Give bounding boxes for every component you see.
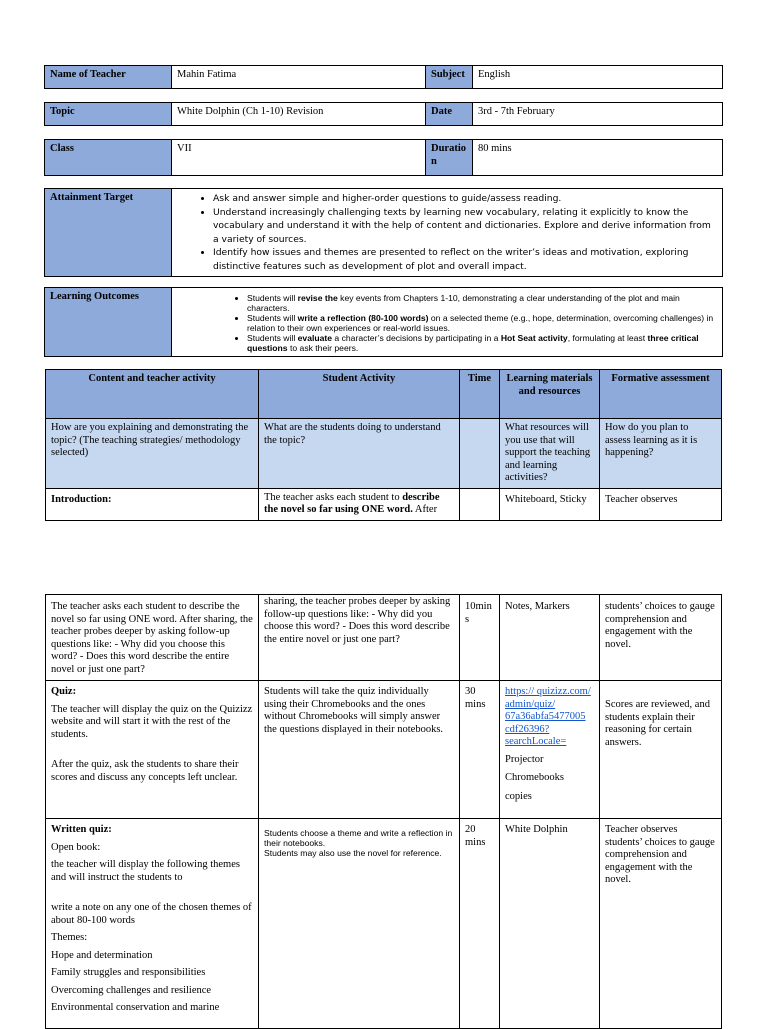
written-assessment: Teacher observes students’ choices to gauge comprehension and engagement with the novel.	[600, 819, 722, 1029]
outcome-item: • Students will write a reflection (80-100 words) on a selected theme (e.g., hope, determination, overcoming challenges) in relation to their own experiences or real-world issues.	[247, 313, 717, 333]
duration-value: 80 mins	[473, 140, 723, 176]
date-value: 3rd - 7th February	[473, 103, 723, 126]
subject-label: Subject	[426, 66, 473, 89]
written-text: write a note on any one of the chosen themes of about 80-100 words	[51, 902, 252, 926]
outcome-item: • Students will revise the key events from Chapters 1-10, demonstrating a clear understanding of the plot and main characters.	[247, 293, 717, 313]
quiz-label: Quiz:	[51, 686, 77, 697]
header-assessment: Formative assessment	[600, 370, 722, 419]
written-materials: White Dolphin	[500, 819, 600, 1029]
intro-label: Introduction:	[46, 488, 259, 520]
teacher-label: Name of Teacher	[45, 66, 172, 89]
theme-item: Overcoming challenges and resilience	[51, 984, 212, 996]
topic-row	[44, 102, 723, 126]
outcomes-label: Learning Outcomes	[45, 288, 172, 357]
quiz-link[interactable]: https:// quizizz.com/ admin/quiz/ 67a36abfa5477005 cdf26396? searchLocale=	[505, 686, 591, 747]
subject-value: English	[473, 66, 723, 89]
attainment-item: • Ask and answer simple and higher-order questions to guide/assess reading.	[213, 192, 717, 206]
material-item: Projector	[505, 753, 544, 765]
written-text: Open book:	[51, 841, 101, 853]
theme-item: Hope and determination	[51, 949, 153, 961]
guide-time	[460, 419, 500, 489]
quiz-student: Students will take the quiz individually using their Chromebooks and the ones without Chromebooks will simply answer the questions displayed in their notebooks.	[259, 681, 460, 819]
outcomes-table	[44, 287, 723, 357]
guide-student: What are the students doing to understand the topic?	[259, 419, 460, 489]
material-item: Chromebooks	[505, 772, 564, 783]
written-quiz-row	[46, 819, 722, 1029]
date-label: Date	[426, 103, 473, 126]
quiz-text: After the quiz, ask the students to share their scores and discuss any concepts left unclear.	[51, 759, 239, 783]
intro-time	[460, 488, 500, 520]
guide-materials: What resources will you use that will support the teaching and learning activities?	[500, 419, 600, 489]
intro-assessment: Teacher observes	[600, 488, 722, 520]
attainment-item: • Identify how issues and themes are presented to reflect on the writer’s ideas and motivation, exploring distinctive features such as development of plot and overall impact.	[213, 246, 717, 273]
attainment-table	[44, 188, 723, 277]
duration-label: Duratio n	[426, 140, 473, 176]
written-student-text: Students may also use the novel for reference.	[264, 848, 442, 858]
quiz-materials	[500, 681, 600, 819]
written-content	[46, 819, 259, 1029]
guide-assessment: How do you plan to assess learning as it is happening?	[600, 419, 722, 489]
plan-guide-row	[46, 419, 722, 489]
intro-assessment-continued: students’ choices to gauge comprehension and engagement with the novel.	[600, 595, 722, 681]
topic-value: White Dolphin (Ch 1-10) Revision	[172, 103, 426, 126]
guide-content: How are you explaining and demonstrating the topic? (The teaching strategies/ methodology selected)	[46, 419, 259, 489]
attainment-label: Attainment Target	[45, 189, 172, 277]
attainment-item: • Understand increasingly challenging texts by learning new vocabulary, relating it explicitly to know the vocabulary and understand it with the help of content and dictionaries. Explore and derive information from a variety of sources.	[213, 206, 717, 247]
quiz-row	[46, 681, 722, 819]
header-student: Student Activity	[259, 370, 460, 419]
theme-item: Family struggles and responsibilities	[51, 967, 206, 978]
intro-materials-continued: Notes, Markers	[500, 595, 600, 681]
written-student	[259, 819, 460, 1029]
written-label: Written quiz:	[51, 824, 112, 835]
attainment-list	[172, 189, 723, 277]
plan-header-row	[46, 370, 722, 419]
written-text: the teacher will display the following themes and will instruct the students to	[51, 859, 240, 883]
quiz-content	[46, 681, 259, 819]
material-item: copies	[505, 790, 532, 802]
written-student-text: Students choose a theme and write a reflection in their notebooks.	[264, 828, 453, 848]
intro-student-continued: sharing, the teacher probes deeper by asking follow-up questions like: - Why did you choose this word? - Does this word describe the entire novel or just one part?	[259, 595, 460, 681]
written-text: Themes:	[51, 932, 88, 943]
header-materials: Learning materials and resources	[500, 370, 600, 419]
teacher-row	[44, 65, 723, 89]
outcome-item: • Students will evaluate a character’s decisions by participating in a Hot Seat activity, formulating at least three critical questions to ask their peers.	[247, 333, 717, 353]
written-time: 20 mins	[460, 819, 500, 1029]
intro-content: The teacher asks each student to describe the novel so far using ONE word. After sharing, the teacher probes deeper by asking follow-up questions like: - Why did you choose this word? - Does this word describe the entire novel or just one part?	[46, 595, 259, 681]
quiz-text: The teacher will display the quiz on the Quizizz website and will start it with the rest of the students.	[51, 703, 253, 740]
class-label: Class	[45, 140, 172, 176]
quiz-time: 30 mins	[460, 681, 500, 819]
intro-time-value: 10min s	[460, 595, 500, 681]
quiz-assessment: Scores are reviewed, and students explain their reasoning for certain answers.	[600, 681, 722, 819]
intro-row	[46, 488, 722, 520]
intro-continued-row	[46, 595, 722, 681]
intro-materials: Whiteboard, Sticky	[500, 488, 600, 520]
theme-item: Environmental conservation and marine	[51, 1002, 220, 1013]
header-time: Time	[460, 370, 500, 419]
intro-student: The teacher asks each student to describe the novel so far using ONE word. After	[259, 488, 460, 520]
outcomes-list	[172, 288, 723, 357]
header-content: Content and teacher activity	[46, 370, 259, 419]
lesson-plan-continued	[45, 594, 722, 1029]
lesson-plan-table	[45, 369, 722, 521]
teacher-name: Mahin Fatima	[172, 66, 426, 89]
topic-label: Topic	[45, 103, 172, 126]
class-value: VII	[172, 140, 426, 176]
class-row	[44, 139, 723, 176]
